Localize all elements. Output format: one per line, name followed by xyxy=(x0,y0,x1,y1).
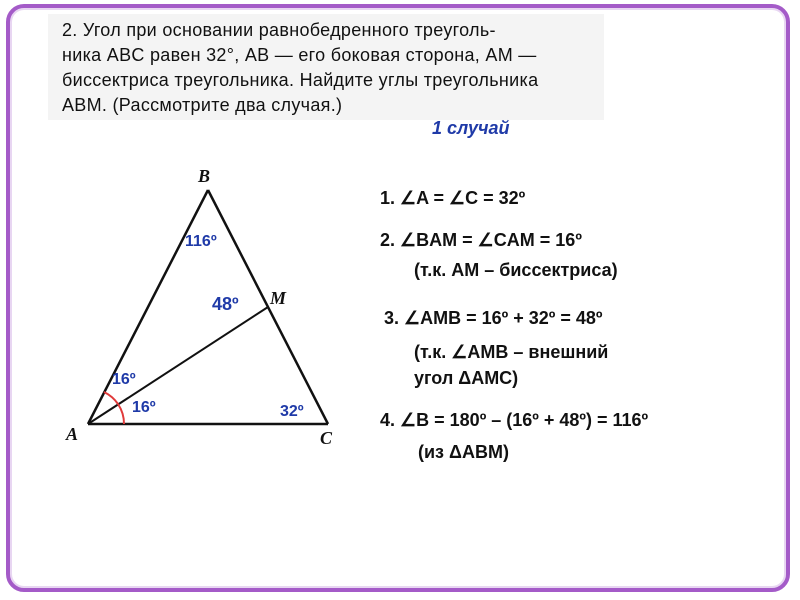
angle-label-m: 48º xyxy=(212,294,239,314)
vertex-label-c: C xyxy=(320,428,333,448)
problem-line-4: ABM. (Рассмотрите два случая.) xyxy=(62,95,343,115)
angle-label-b: 116º xyxy=(185,233,217,250)
arc-a-lower xyxy=(118,404,124,424)
solution-step-1: 1. ∠A = ∠C = 32º xyxy=(380,188,526,208)
side-ab xyxy=(88,190,208,424)
problem-line-2: ника ABC равен 32°, AB — его боковая сторона, AM — xyxy=(62,45,537,65)
solution-step-3-note-line1: (т.к. ∠AMB – внешний xyxy=(414,342,609,362)
case-title: 1 случай xyxy=(432,118,510,138)
vertex-label-m: M xyxy=(270,288,287,308)
angle-label-c: 32º xyxy=(280,403,304,420)
angle-label-a-lower: 16º xyxy=(132,399,156,416)
vertex-label-a: A xyxy=(66,424,79,444)
solution-step-3: 3. ∠AMB = 16º + 32º = 48º xyxy=(384,308,603,328)
problem-line-3: биссектриса треугольника. Найдите углы треугольника xyxy=(62,70,539,90)
solution-step-2-note: (т.к. AM – биссектриса) xyxy=(414,260,618,280)
vertex-label-b: B xyxy=(198,166,211,186)
arc-a-upper xyxy=(104,392,118,404)
solution-step-4: 4. ∠B = 180º – (16º + 48º) = 116º xyxy=(380,410,649,430)
angle-label-a-upper: 16º xyxy=(112,371,136,388)
solution-step-4-note: (из ΔABM) xyxy=(418,442,509,462)
solution-step-3-note-line2: угол ΔAMC) xyxy=(414,368,519,388)
solution-step-2: 2. ∠BAM = ∠CAM = 16º xyxy=(380,230,582,250)
problem-line-1: 2. Угол при основании равнобедренного треуголь- xyxy=(62,20,496,40)
bisector-am xyxy=(88,307,268,424)
